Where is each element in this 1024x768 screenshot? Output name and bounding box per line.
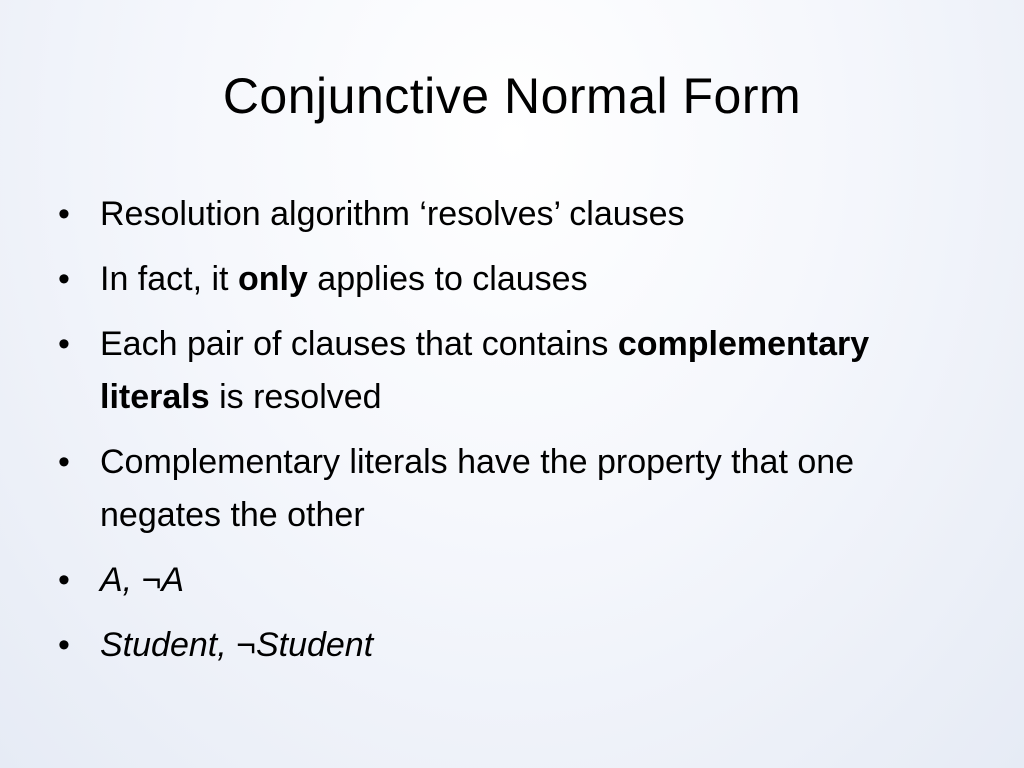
bullet-icon: • bbox=[58, 561, 70, 599]
bullet-text-before: In fact, it bbox=[100, 260, 238, 298]
bullet-icon: • bbox=[58, 195, 70, 233]
bullet-text-after: is resolved bbox=[209, 378, 382, 416]
bullet-text: Resolution algorithm ‘resolves’ clauses bbox=[100, 195, 685, 233]
bullet-list bbox=[58, 188, 978, 684]
bullet-item bbox=[58, 436, 978, 542]
bullet-text-italic: A, ¬A bbox=[100, 561, 185, 599]
bullet-icon: • bbox=[58, 443, 70, 481]
bullet-text: Complementary literals have the property that one negates the other bbox=[100, 443, 855, 534]
bullet-text-bold: only bbox=[237, 260, 308, 298]
bullet-icon: • bbox=[58, 325, 70, 363]
bullet-text-italic: Student, ¬Student bbox=[100, 626, 374, 664]
bullet-item bbox=[58, 188, 978, 241]
bullet-icon: • bbox=[58, 260, 70, 298]
slide-title: Conjunctive Normal Form bbox=[222, 68, 802, 124]
bullet-item bbox=[58, 619, 978, 672]
bullet-text-before: Each pair of clauses that contains bbox=[100, 325, 618, 363]
bullet-item bbox=[58, 253, 978, 306]
bullet-item bbox=[58, 554, 978, 607]
bullet-item bbox=[58, 318, 978, 424]
bullet-text-after: applies to clauses bbox=[307, 260, 588, 298]
bullet-icon: • bbox=[58, 626, 70, 664]
bullet-text-bold: complementary literals bbox=[100, 325, 870, 416]
